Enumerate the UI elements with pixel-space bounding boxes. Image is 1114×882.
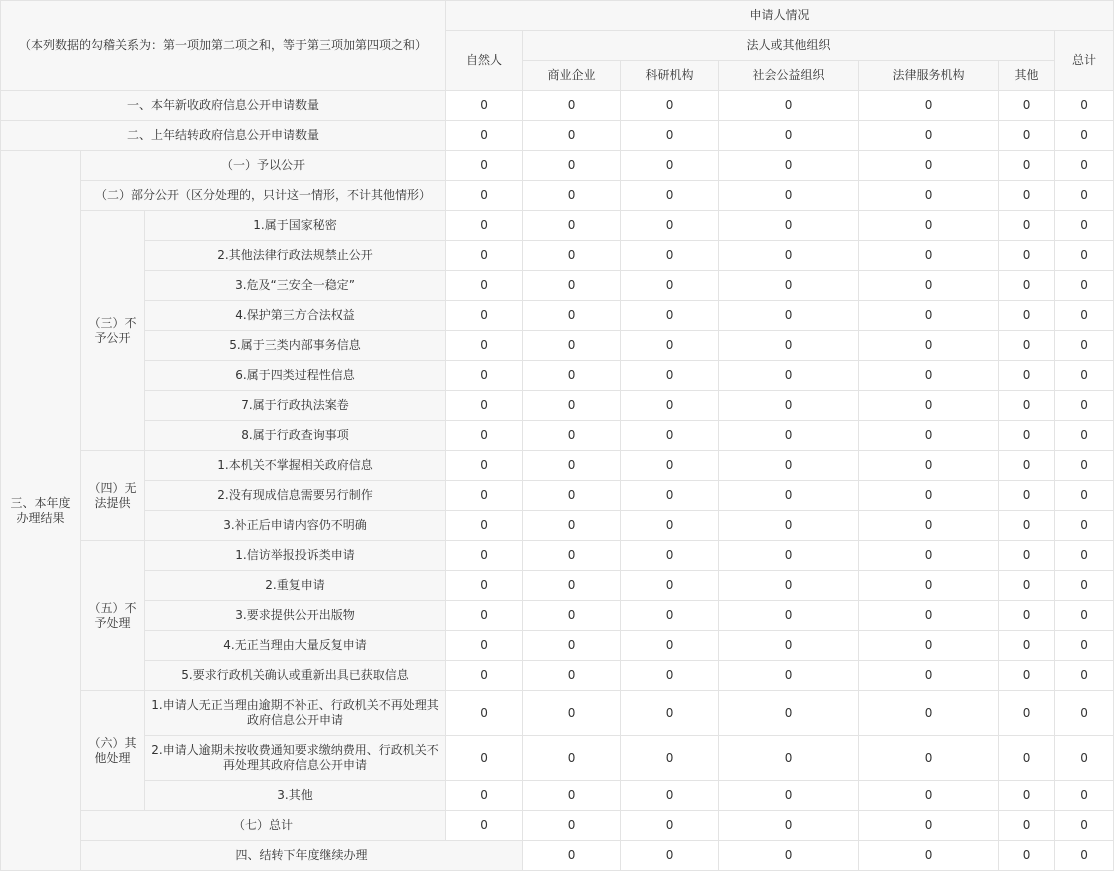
value-research: 0 [621, 241, 719, 271]
group-label-not-disclosed: （三）不予公开 [81, 211, 145, 451]
table-row [1, 151, 1114, 181]
table-row [1, 271, 1114, 301]
value-total: 0 [1055, 271, 1114, 301]
value-legal-service: 0 [859, 541, 999, 571]
value-business: 0 [523, 451, 621, 481]
value-total: 0 [1055, 781, 1114, 811]
row-label: 1.属于国家秘密 [145, 211, 446, 241]
value-legal-service: 0 [859, 571, 999, 601]
table-row [1, 421, 1114, 451]
table-row [1, 331, 1114, 361]
row-label: 一、本年新收政府信息公开申请数量 [1, 91, 446, 121]
table-row [1, 121, 1114, 151]
value-other: 0 [999, 736, 1055, 781]
value-other: 0 [999, 631, 1055, 661]
value-natural-person: 0 [446, 541, 523, 571]
value-total: 0 [1055, 736, 1114, 781]
group-label-unable: （四）无法提供 [81, 451, 145, 541]
value-other: 0 [999, 691, 1055, 736]
value-public-welfare: 0 [719, 421, 859, 451]
value-public-welfare: 0 [719, 451, 859, 481]
value-total: 0 [1055, 331, 1114, 361]
value-legal-service: 0 [999, 841, 1055, 871]
value-business: 0 [523, 661, 621, 691]
row-label: （一）予以公开 [81, 151, 446, 181]
value-natural-person: 0 [446, 421, 523, 451]
value-business: 0 [523, 781, 621, 811]
value-legal-service: 0 [859, 241, 999, 271]
table-row [1, 571, 1114, 601]
row-label: 4.无正当理由大量反复申请 [145, 631, 446, 661]
row-label: 1.本机关不掌握相关政府信息 [145, 451, 446, 481]
legal-org-header: 法人或其他组织 [523, 31, 1055, 61]
value-legal-service: 0 [859, 361, 999, 391]
value-public-welfare: 0 [719, 331, 859, 361]
value-legal-service: 0 [859, 151, 999, 181]
value-natural-person: 0 [446, 361, 523, 391]
value-business: 0 [523, 391, 621, 421]
value-legal-service: 0 [859, 451, 999, 481]
table-body [1, 1, 1114, 871]
total-header: 总计 [1055, 31, 1114, 91]
value-total: 0 [1055, 121, 1114, 151]
value-research: 0 [621, 511, 719, 541]
value-natural-person: 0 [446, 691, 523, 736]
value-research: 0 [621, 811, 719, 841]
table-row [1, 661, 1114, 691]
value-other: 0 [999, 361, 1055, 391]
value-business: 0 [523, 601, 621, 631]
value-business: 0 [621, 841, 719, 871]
value-legal-service: 0 [859, 736, 999, 781]
value-public-welfare: 0 [719, 91, 859, 121]
table-row [1, 391, 1114, 421]
value-other: 0 [999, 301, 1055, 331]
value-total: 0 [1055, 541, 1114, 571]
value-natural-person: 0 [446, 511, 523, 541]
row-label: 1.信访举报投诉类申请 [145, 541, 446, 571]
value-legal-service: 0 [859, 601, 999, 631]
row-label: 6.属于四类过程性信息 [145, 361, 446, 391]
value-other: 0 [999, 421, 1055, 451]
value-legal-service: 0 [859, 331, 999, 361]
value-public-welfare: 0 [719, 541, 859, 571]
value-public-welfare: 0 [719, 121, 859, 151]
value-research: 0 [621, 361, 719, 391]
table-row [1, 91, 1114, 121]
value-public-welfare: 0 [719, 691, 859, 736]
row-label: 5.属于三类内部事务信息 [145, 331, 446, 361]
value-business: 0 [523, 151, 621, 181]
row-label: 3.要求提供公开出版物 [145, 601, 446, 631]
value-research: 0 [621, 271, 719, 301]
value-business: 0 [523, 361, 621, 391]
value-public-welfare: 0 [719, 181, 859, 211]
value-research: 0 [621, 541, 719, 571]
value-research: 0 [621, 121, 719, 151]
value-natural-person: 0 [446, 781, 523, 811]
value-total: 0 [1055, 91, 1114, 121]
value-business: 0 [523, 181, 621, 211]
value-natural-person: 0 [446, 481, 523, 511]
value-public-welfare: 0 [719, 781, 859, 811]
table-row [1, 451, 1114, 481]
value-business: 0 [523, 421, 621, 451]
value-research: 0 [621, 481, 719, 511]
value-public-welfare: 0 [719, 511, 859, 541]
value-natural-person: 0 [446, 121, 523, 151]
table-row [1, 736, 1114, 781]
value-business: 0 [523, 91, 621, 121]
value-research: 0 [621, 601, 719, 631]
value-business: 0 [523, 331, 621, 361]
sub-header-public-welfare: 社会公益组织 [719, 61, 859, 91]
value-research: 0 [621, 736, 719, 781]
row-label: （二）部分公开（区分处理的，只计这一情形，不计其他情形） [81, 181, 446, 211]
value-public-welfare: 0 [719, 361, 859, 391]
value-public-welfare: 0 [719, 631, 859, 661]
header-row-1 [1, 1, 1114, 31]
value-public-welfare: 0 [719, 151, 859, 181]
value-business: 0 [523, 241, 621, 271]
value-public-welfare: 0 [859, 841, 999, 871]
row-label: 2.其他法律行政法规禁止公开 [145, 241, 446, 271]
value-legal-service: 0 [859, 631, 999, 661]
value-other: 0 [1055, 841, 1114, 871]
table-row [1, 511, 1114, 541]
value-public-welfare: 0 [719, 811, 859, 841]
value-other: 0 [999, 391, 1055, 421]
value-total: 0 [1055, 481, 1114, 511]
value-business: 0 [523, 271, 621, 301]
value-total: 0 [1055, 361, 1114, 391]
row-label: 2.重复申请 [145, 571, 446, 601]
value-research: 0 [621, 781, 719, 811]
row-label: 7.属于行政执法案卷 [145, 391, 446, 421]
value-total: 0 [1055, 601, 1114, 631]
value-legal-service: 0 [859, 511, 999, 541]
table-row [1, 601, 1114, 631]
value-other: 0 [999, 781, 1055, 811]
table-row [1, 211, 1114, 241]
table-row [1, 481, 1114, 511]
value-research: 0 [621, 691, 719, 736]
row-label: 二、上年结转政府信息公开申请数量 [1, 121, 446, 151]
group-label-not-processed: （五）不予处理 [81, 541, 145, 691]
value-other: 0 [999, 811, 1055, 841]
value-legal-service: 0 [859, 691, 999, 736]
sub-header-other: 其他 [999, 61, 1055, 91]
value-legal-service: 0 [859, 421, 999, 451]
value-public-welfare: 0 [719, 241, 859, 271]
value-legal-service: 0 [859, 91, 999, 121]
row-label: 2.没有现成信息需要另行制作 [145, 481, 446, 511]
value-research: 0 [621, 451, 719, 481]
value-other: 0 [999, 271, 1055, 301]
value-public-welfare: 0 [719, 661, 859, 691]
value-public-welfare: 0 [719, 481, 859, 511]
value-natural-person: 0 [446, 811, 523, 841]
value-business: 0 [523, 301, 621, 331]
value-legal-service: 0 [859, 481, 999, 511]
table-row [1, 691, 1114, 736]
value-other: 0 [999, 541, 1055, 571]
value-research: 0 [621, 91, 719, 121]
table-row [1, 541, 1114, 571]
value-legal-service: 0 [859, 301, 999, 331]
value-natural-person: 0 [446, 331, 523, 361]
value-public-welfare: 0 [719, 601, 859, 631]
sub-header-business: 商业企业 [523, 61, 621, 91]
value-natural-person: 0 [446, 241, 523, 271]
value-business: 0 [523, 481, 621, 511]
table-row [1, 781, 1114, 811]
value-total: 0 [1055, 661, 1114, 691]
table-row [1, 841, 1114, 871]
row-label: 5.要求行政机关确认或重新出具已获取信息 [145, 661, 446, 691]
value-legal-service: 0 [859, 121, 999, 151]
value-business: 0 [523, 631, 621, 661]
value-other: 0 [999, 331, 1055, 361]
value-natural-person: 0 [446, 601, 523, 631]
value-other: 0 [999, 211, 1055, 241]
value-other: 0 [999, 91, 1055, 121]
value-other: 0 [999, 451, 1055, 481]
group-label-other-processing: （六）其他处理 [81, 691, 145, 811]
row-label: 3.补正后申请内容仍不明确 [145, 511, 446, 541]
value-research: 0 [621, 391, 719, 421]
value-total: 0 [1055, 391, 1114, 421]
value-legal-service: 0 [859, 271, 999, 301]
value-legal-service: 0 [859, 181, 999, 211]
value-public-welfare: 0 [719, 211, 859, 241]
value-natural-person: 0 [446, 451, 523, 481]
value-business: 0 [523, 736, 621, 781]
value-total: 0 [1055, 421, 1114, 451]
value-business: 0 [523, 511, 621, 541]
value-natural-person: 0 [446, 736, 523, 781]
group-label-results: 三、本年度办理结果 [1, 151, 81, 871]
value-research: 0 [621, 631, 719, 661]
value-total: 0 [1055, 631, 1114, 661]
table-row [1, 361, 1114, 391]
value-natural-person: 0 [446, 301, 523, 331]
value-total: 0 [1055, 301, 1114, 331]
value-business: 0 [523, 691, 621, 736]
value-total: 0 [1055, 241, 1114, 271]
value-other: 0 [999, 151, 1055, 181]
value-business: 0 [523, 811, 621, 841]
value-natural-person: 0 [446, 181, 523, 211]
row-label: （七）总计 [81, 811, 446, 841]
value-total: 0 [1055, 181, 1114, 211]
value-public-welfare: 0 [719, 736, 859, 781]
natural-person-header: 自然人 [446, 31, 523, 91]
value-research: 0 [621, 571, 719, 601]
value-natural-person: 0 [446, 571, 523, 601]
value-natural-person: 0 [446, 631, 523, 661]
value-total: 0 [1055, 811, 1114, 841]
table-row [1, 181, 1114, 211]
value-research: 0 [621, 421, 719, 451]
table-note: （本列数据的勾稽关系为：第一项加第二项之和，等于第三项加第四项之和） [1, 1, 446, 91]
value-legal-service: 0 [859, 391, 999, 421]
value-research: 0 [621, 151, 719, 181]
value-other: 0 [999, 601, 1055, 631]
value-public-welfare: 0 [719, 271, 859, 301]
table-row [1, 811, 1114, 841]
value-research: 0 [621, 211, 719, 241]
sub-header-research: 科研机构 [621, 61, 719, 91]
value-total: 0 [1055, 211, 1114, 241]
value-legal-service: 0 [859, 661, 999, 691]
value-natural-person: 0 [446, 391, 523, 421]
row-label: 3.其他 [145, 781, 446, 811]
value-business: 0 [523, 571, 621, 601]
value-natural-person: 0 [446, 661, 523, 691]
value-total: 0 [1055, 511, 1114, 541]
row-label: 四、结转下年度继续办理 [81, 841, 523, 871]
value-business: 0 [523, 121, 621, 151]
value-business: 0 [523, 211, 621, 241]
value-legal-service: 0 [859, 211, 999, 241]
sub-header-legal-service: 法律服务机构 [859, 61, 999, 91]
value-other: 0 [999, 121, 1055, 151]
value-other: 0 [999, 571, 1055, 601]
value-total: 0 [1055, 151, 1114, 181]
value-other: 0 [999, 181, 1055, 211]
value-total: 0 [1055, 571, 1114, 601]
row-label: 3.危及“三安全一稳定” [145, 271, 446, 301]
value-research: 0 [621, 331, 719, 361]
table-row [1, 301, 1114, 331]
table-row [1, 241, 1114, 271]
value-business: 0 [523, 541, 621, 571]
value-research: 0 [719, 841, 859, 871]
value-other: 0 [999, 511, 1055, 541]
applicant-header: 申请人情况 [446, 1, 1114, 31]
value-natural-person: 0 [446, 151, 523, 181]
value-legal-service: 0 [859, 811, 999, 841]
row-label: 1.申请人无正当理由逾期不补正、行政机关不再处理其政府信息公开申请 [145, 691, 446, 736]
value-total: 0 [1055, 691, 1114, 736]
value-total: 0 [1055, 451, 1114, 481]
value-legal-service: 0 [859, 781, 999, 811]
value-natural-person: 0 [446, 91, 523, 121]
row-label: 2.申请人逾期未按收费通知要求缴纳费用、行政机关不再处理其政府信息公开申请 [145, 736, 446, 781]
value-other: 0 [999, 481, 1055, 511]
value-other: 0 [999, 661, 1055, 691]
value-research: 0 [621, 661, 719, 691]
value-public-welfare: 0 [719, 571, 859, 601]
table-row [1, 631, 1114, 661]
value-natural-person: 0 [523, 841, 621, 871]
value-natural-person: 0 [446, 271, 523, 301]
value-public-welfare: 0 [719, 301, 859, 331]
row-label: 4.保护第三方合法权益 [145, 301, 446, 331]
value-research: 0 [621, 301, 719, 331]
value-other: 0 [999, 241, 1055, 271]
row-label: 8.属于行政查询事项 [145, 421, 446, 451]
value-public-welfare: 0 [719, 391, 859, 421]
value-research: 0 [621, 181, 719, 211]
value-natural-person: 0 [446, 211, 523, 241]
